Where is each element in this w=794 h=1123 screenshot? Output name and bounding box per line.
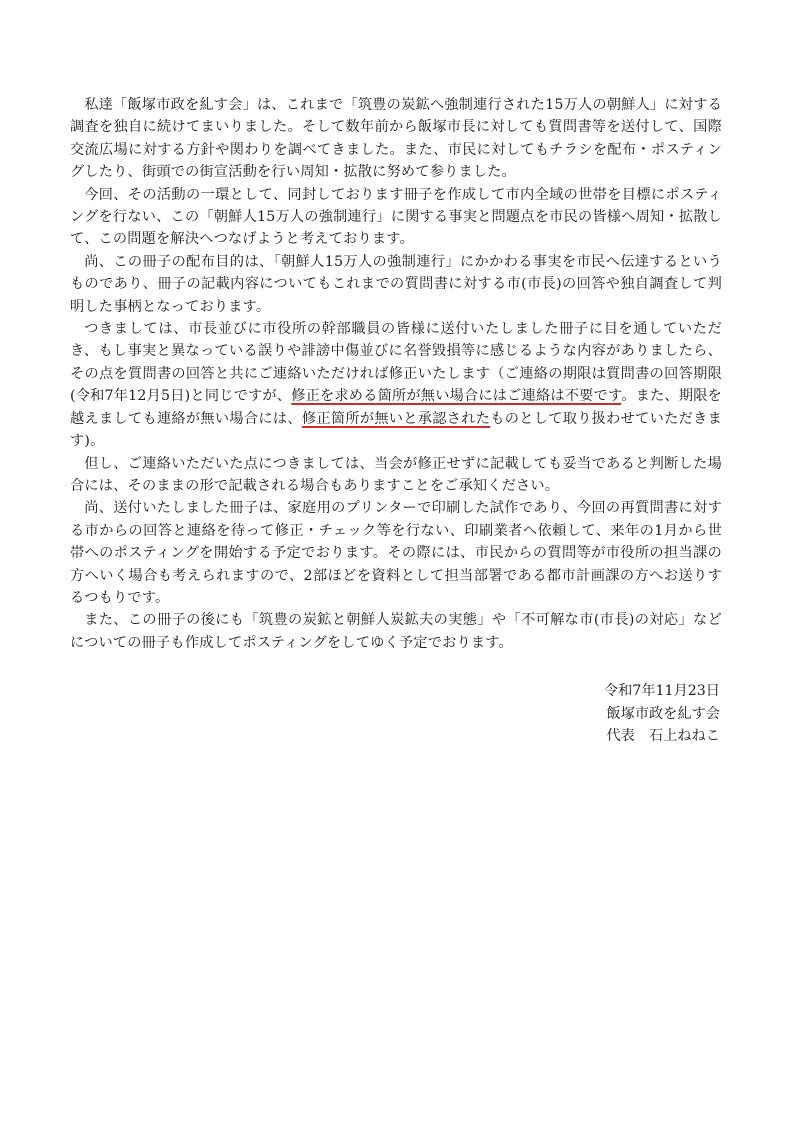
underlined-deemed-approved: 修正箇所が無いと承認された bbox=[301, 410, 491, 427]
paragraph-4 bbox=[70, 318, 722, 452]
letter-body bbox=[70, 94, 722, 747]
paragraph-2: 今回、その活動の一環として、同封しております冊子を作成して市内全域の世帯を目標にポスティングを行ない、この「朝鮮人15万人の強制連行」に関する事実と問題点を市民の皆様へ周知・拡散して、この問題を解決へつなげようと考えております。 bbox=[70, 186, 722, 248]
signature-block bbox=[70, 680, 722, 747]
paragraph-4-text-2: 。また、期限を越えましても連絡が無い場合には、 bbox=[70, 388, 722, 427]
paragraph-1: 私達「飯塚市政を糺す会」は、これまで「筑豊の炭鉱へ強制連行された15万人の朝鮮人」に対する調査を独自に続けてまいりました。そして数年前から飯塚市長に対しても質問書等を送付して、国際交流広場に対する方針や関わりを調べてきました。また、市民に対してもチラシを配布・ポスティングしたり、街頭での街宣活動を行い周知・拡散に努めて参りました。 bbox=[70, 97, 722, 181]
signature-date: 令和7年11月23日 bbox=[603, 683, 720, 700]
underlined-no-contact-needed: 修正を求める箇所が無い場合にはご連絡は不要です bbox=[291, 388, 622, 405]
paragraph-3: 尚、この冊子の配布目的は、「朝鮮人15万人の強制連行」にかかわる事実を市民へ伝達するというものであり、冊子の記載内容についてもこれまでの質問書に対する市(市長)の回答や独自調査して判明した事柄となっております。 bbox=[70, 253, 722, 315]
paragraph-7: また、この冊子の後にも「筑豊の炭鉱と朝鮮人炭鉱夫の実態」や「不可解な市(市長)の対応」などについての冊子も作成してポスティングをしてゆく予定でおります。 bbox=[70, 612, 722, 651]
paragraph-4-text-1: つきましては、市長並びに市役所の幹部職員の皆様に送付いたしました冊子に目を通していただき、もし事実と異なっている誤りや誹謗中傷並びに名誉毀損等に感じるような内容がありましたら、その点を質問書の回答と共にご連絡いただければ修正いたします（ご連絡の期限は質問書の回答期限(令和7年12月5日)と同じですが、 bbox=[70, 321, 722, 405]
paragraph-5: 但し、ご連絡いただいた点につきましては、当会が修正せずに記載しても妥当であると判断した場合には、そのままの形で記載される場合もありますことをご承知ください。 bbox=[70, 455, 722, 494]
signature-organization: 飯塚市政を糺す会 bbox=[606, 705, 720, 722]
signature-representative: 代表 石上ねねこ bbox=[606, 727, 720, 744]
paragraph-6: 尚、送付いたしました冊子は、家庭用のプリンターで印刷した試作であり、今回の再質問書に対する市からの回答と連絡を待って修正・チェック等を行ない、印刷業者へ依頼して、来年の1月から世帯へのポスティングを開始する予定でおります。その際には、市民からの質問等が市役所の担当課の方へいく場合も考えられますので、2部ほどを資料として担当部署である都市計画課の方へお送りするつもりです。 bbox=[70, 500, 722, 606]
paragraph-4-text-3: ものとして取り扱わせていただきます)。 bbox=[70, 410, 723, 450]
